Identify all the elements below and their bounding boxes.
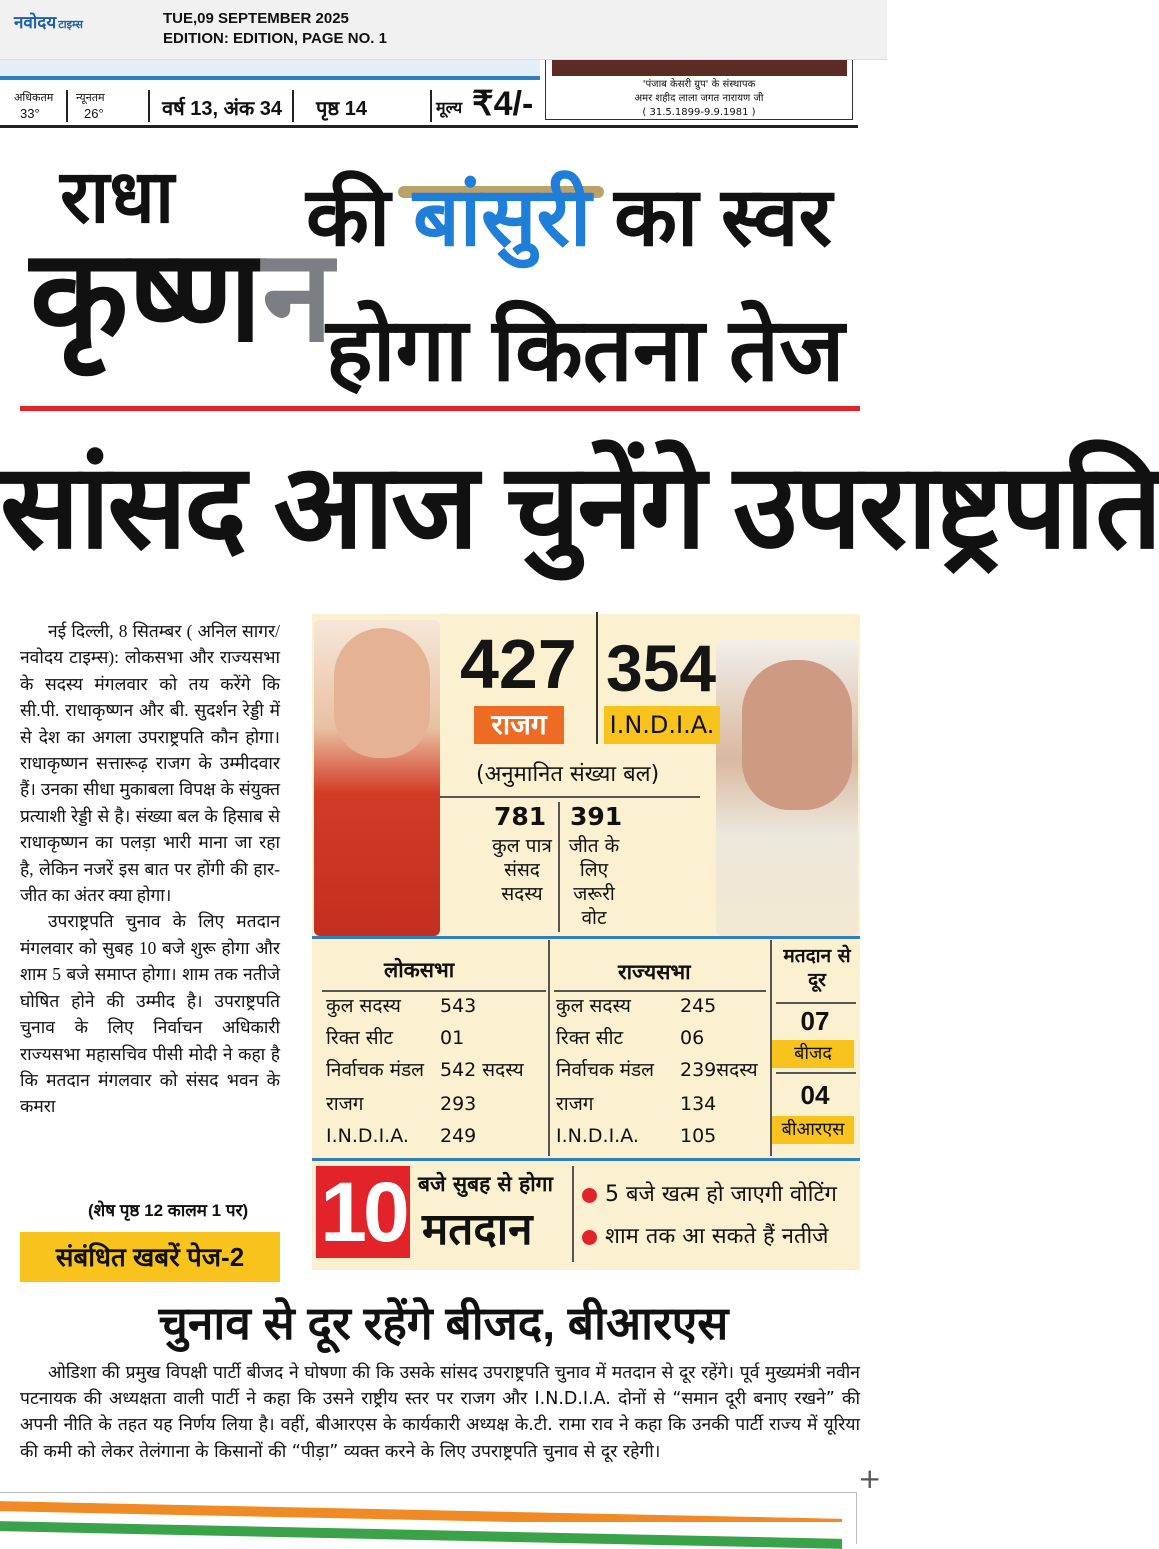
table-row: I.N.D.I.A. [556,1125,639,1147]
second-story-body: ओडिशा की प्रमुख विपक्षी पार्टी बीजद ने घोषणा की कि उसके सांसद उपराष्ट्रपति चुनाव में मतदान से दूर रहेंगे। पूर्व मुख्यमंत्री नवीन पटनायक की अध्यक्षता वाली पार्टी ने कहा कि उसने राष्ट्रीय स्तर पर राजग और I.N.D.I.A. दोनों से “समान दूरी बनाए रखने” की अपनी नीति के तहत यह निर्णय लिया है। वहीं, बीआरएस के कार्यकारी अध्यक्ष के.टी. रामा राव ने कहा कि उनकी पार्टी राज्य में यूरिया की कमी को लेकर तेलंगाना के किसानों की “पीड़ा” व्यक्त करने के लिए उपराष्ट्रपति चुनाव से दूर रहेगी। [20,1363,860,1462]
top-bar [0,0,887,60]
price-label: मूल्य [436,100,463,117]
continued-note[interactable]: (शेष पृष्ठ 12 कालम 1 पर) [88,1201,249,1220]
abstain-title: मतदान से दूर [783,945,851,991]
headline-radha: राधा [60,155,175,238]
total-eligible-label: कुल पात्र संसद सदस्य [492,835,552,905]
edition-page: EDITION: EDITION, PAGE NO. 1 [163,30,387,47]
abstain-party-bjd: बीजद [772,1040,854,1068]
issue-number: वर्ष 13, अंक 34 [162,98,283,120]
rajya-sabha-title: राज्यसभा [618,960,691,984]
estimate-note: (अनुमानित संख्या बल) [476,762,660,787]
table-row: निर्वाचक मंडल [556,1059,655,1081]
table-row: राजग [556,1093,594,1115]
majority-label: जीत के लिए जरूरी वोट [568,835,620,929]
candidate-india-face [742,660,852,810]
temp-min-value: 26° [84,106,104,121]
abstain-count-bjd: 07 [800,1006,830,1036]
majority-count: 391 [570,802,623,831]
bullet-dot-icon [582,1188,597,1203]
lead-story [20,618,280,1120]
abstain-count-brs: 04 [800,1080,830,1110]
table-row: रिक्त सीट [326,1027,394,1049]
masthead-infobar [0,84,858,128]
abstain-party-brs: बीआरएस [772,1116,854,1144]
page-count: पृष्ठ 14 [316,98,367,120]
related-news-banner[interactable]: संबंधित खबरें पेज-2 [20,1232,280,1282]
story-para-1: नई दिल्ली, 8 सितम्बर ( अनिल सागर/नवोदय टाइम्स): लोकसभा और राज्यसभा के सदस्य मंगलवार को तय करेंगे कि सी.पी. राधाकृष्णन और बी. सुदर्शन रेड्डी में से देश का अगला उपराष्ट्रपति कौन होगा। राधाकृष्णन सत्तारूढ़ राजग के उम्मीदवार हैं। उनका सीधा मुकाबला विपक्ष के संयुक्त प्रत्याशी रेड्डी से है। संख्या बल के हिसाब से राधाकृष्णन का पलड़ा भारी माना जा रहा है, लेकिन नजरें इस बात पर होंगी की हार-जीत का अंतर क्या होगा। [20,621,280,906]
headline-krishna: कृष्णन [30,225,334,368]
newspaper-logo[interactable]: नवोदय टाइम्स [14,13,83,33]
table-row: रिक्त सीट [556,1027,624,1049]
india-label: I.N.D.I.A. [604,706,720,744]
vote-start-hour: 10 [316,1166,410,1258]
lok-sabha-title: लोकसभा [384,958,455,982]
vote-label: मतदान [422,1204,533,1255]
table-row: निर्वाचक मंडल [326,1059,425,1081]
bullet-voting-end: 5 बजे खत्म हो जाएगी वोटिंग [582,1178,837,1208]
main-headline[interactable]: सांसद आज चुनेंगे उपराष्ट्रपति [0,441,1159,573]
headline-divider [20,406,860,411]
headline-line1: की बांसुरी का स्वर [306,172,833,263]
vote-start-label: बजे सुबह से होगा [418,1172,553,1196]
nda-count: 427 [460,625,577,703]
table-row: कुल सदस्य [326,995,401,1017]
india-count: 354 [606,631,717,705]
bullet-dot-icon [582,1230,597,1245]
second-story-headline[interactable]: चुनाव से दूर रहेंगे बीजद, बीआरएस [158,1297,729,1349]
edition-date: TUE,09 SEPTEMBER 2025 [163,10,349,27]
temp-max-value: 33° [20,106,40,121]
masthead-strip [0,60,540,80]
bullet-results: शाम तक आ सकते हैं नतीजे [582,1220,828,1250]
founder-box: 'पंजाब केसरी ग्रुप' के संस्थापक अमर शहीद लाला जगत नारायण जी ( 31.5.1899-9.9.1981 ) [545,60,853,120]
total-eligible-count: 781 [494,802,547,831]
table-row: राजग [326,1093,364,1115]
temp-max-label: अधिकतम [14,92,54,104]
table-row: कुल सदस्य [556,995,631,1017]
temp-min-label: न्यूनतम [76,92,105,104]
headline-line2: होगा कितना तेज [326,300,845,399]
plus-icon[interactable]: + [858,1462,882,1495]
price-value: ₹4/- [472,85,534,123]
edition-info [163,9,387,49]
count-divider [596,612,598,744]
nda-label: राजग [474,706,564,744]
founder-photo [552,60,847,76]
story-para-2: उपराष्ट्रपति चुनाव के लिए मतदान मंगलवार को सुबह 10 बजे शुरू होगा और शाम 5 बजे समाप्त होगा। शाम तक नतीजे घोषित होने की उम्मीद है। उपराष्ट्रपति चुनाव के लिए निर्वाचन अधिकारी राज्यसभा महासचिव पीसी मोदी ने कहा है कि मतदान मंगलवार को संसद भवन के कमरा [20,911,280,1117]
table-row: I.N.D.I.A. [326,1125,409,1147]
candidate-nda-face [334,628,430,758]
